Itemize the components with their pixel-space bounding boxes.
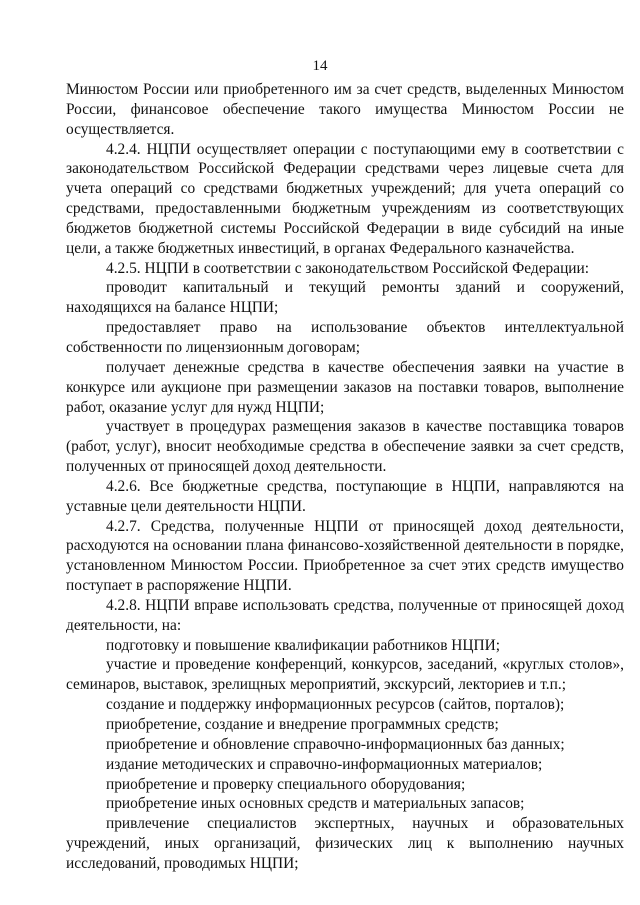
list-item-repairs: проводит капитальный и текущий ремонты зданий и сооружений, находящихся на балансе НЦПИ; [66, 279, 624, 317]
list-item-equipment: приобретение и проверку специального оборудования; [106, 775, 466, 793]
list-item-license: предоставляет право на использование объектов интеллектуальной собственности по лицензионным договорам; [66, 319, 624, 356]
list-item-bid-security: получает денежные средства в качестве обеспечения заявки на участие в конкурсе или аукционе при размещении заказов на поставки товаров, выполнение работ, оказание услуг для нужд НЦПИ; [66, 358, 624, 416]
list-item-procurement: участвует в процедурах размещения заказов в качестве поставщика товаров (работ, услуг), вносит необходимые средства в обеспечение заявки за счет средств, полученных от приносящей доход деятельности. [66, 418, 624, 476]
document-body [66, 80, 624, 874]
paragraph-4-2-7: 4.2.7. Средства, полученные НЦПИ от приносящей доход деятельности, расходуются на основании плана финансово-хозяйственной деятельности в порядке, установленном Минюстом России. Приобретенное за счет этих средств имущество поступает в распоряжение НЦПИ. [66, 517, 624, 595]
paragraph-4-2-8: 4.2.8. НЦПИ вправе использовать средства, полученные от приносящей доход деятельности, на: [66, 596, 624, 634]
list-item-fixed-assets: приобретение иных основных средств и материальных запасов; [106, 795, 525, 813]
paragraph-4-2-5: 4.2.5. НЦПИ в соответствии с законодательством Российской Федерации: [106, 259, 590, 277]
paragraph-4-2-6: 4.2.6. Все бюджетные средства, поступающие в НЦПИ, направляются на уставные цели деятельности НЦПИ. [66, 477, 624, 515]
paragraph-4-2-4: 4.2.4. НЦПИ осуществляет операции с поступающими ему в соответствии с законодательством Российской Федерации средствами через лицевые счета для учета операций со средствами бюджетных учреждений; для учета операций со средствами, предоставленными бюджетным учреждениям из соответствующих бюджетов бюджетной системы Российской Федерации в виде субсидий на иные цели, а также бюджетных инвестиций, в органах Федерального казначейства. [66, 140, 624, 257]
paragraph-continuation: Минюстом России или приобретенного им за счет средств, выделенных Минюстом России, финансовое обеспечение такого имущества Минюстом России не осуществляется. [66, 81, 624, 138]
list-item-specialists: привлечение специалистов экспертных, научных и образовательных учреждений, иных организаций, физических лиц к выполнению научных исследований, проводимых НЦПИ; [66, 815, 624, 872]
list-item-publications: издание методических и справочно-информационных материалов; [106, 755, 543, 773]
list-item-web-resources: создание и поддержку информационных ресурсов (сайтов, порталов); [106, 696, 565, 714]
list-item-training: подготовку и повышение квалификации работников НЦПИ; [106, 636, 501, 654]
page-number: 14 [312, 58, 328, 74]
list-item-databases: приобретение и обновление справочно-информационных баз данных; [106, 735, 565, 753]
list-item-conferences: участие и проведение конференций, конкурсов, заседаний, «круглых столов», семинаров, выставок, зрелищных мероприятий, экскурсий, лекториев и т.п.; [66, 656, 624, 694]
list-item-software: приобретение, создание и внедрение программных средств; [106, 716, 499, 733]
